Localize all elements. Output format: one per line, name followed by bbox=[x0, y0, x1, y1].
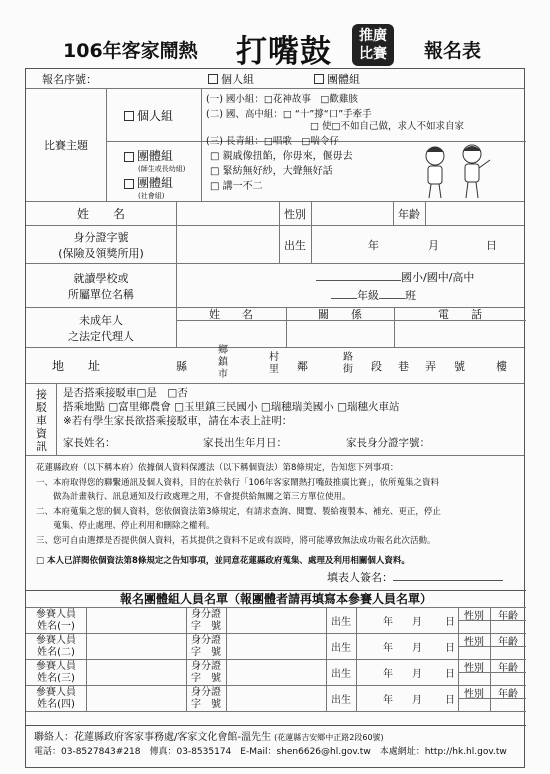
member-age-label: 年齡 bbox=[498, 689, 518, 700]
privacy-intro: 花蓮縣政府（以下稱本府）依據個人資料保護法（以下稱個資法）第8條規定，告知您下列事項： bbox=[36, 463, 399, 473]
parent-name: 家長姓名： bbox=[63, 437, 116, 449]
birth-year: 年 bbox=[368, 238, 379, 252]
member-birth-year: 年 bbox=[383, 617, 393, 628]
member-row bbox=[26, 608, 526, 634]
addr-town-1: 鄉 bbox=[218, 345, 228, 356]
member-id-label-line-1: 身分證 bbox=[191, 660, 221, 672]
parent-id: 家長身分證字號： bbox=[346, 437, 430, 449]
footer bbox=[26, 725, 526, 759]
addr-town-2: 鎮 bbox=[218, 357, 228, 368]
member-birth-day: 日 bbox=[445, 669, 455, 680]
signature-label: 填表人簽名： bbox=[327, 571, 393, 584]
id-label bbox=[26, 226, 176, 263]
privacy-item-2a: 二、本府蒐集之您的個人資料，您依個資法第3條規定，有請求查詢、閱覽、製給複製本、補充、更正，停止 bbox=[36, 506, 441, 517]
member-label-line-1: 參賽人員 bbox=[36, 660, 76, 672]
member-id-label-line-2: 字 號 bbox=[191, 698, 221, 710]
age-label: 年齡 bbox=[398, 207, 420, 221]
member-id-label-line-2: 字 號 bbox=[191, 620, 221, 632]
guardian-row bbox=[26, 308, 524, 348]
personal-theme-label: 個人組 bbox=[137, 109, 174, 123]
guardian-label-1: 未成年人 bbox=[79, 313, 123, 327]
member-birth-day: 日 bbox=[445, 695, 455, 706]
member-birth-year: 年 bbox=[383, 669, 393, 680]
school-level bbox=[316, 269, 474, 285]
shuttle-info bbox=[63, 386, 523, 428]
id-row bbox=[26, 226, 524, 264]
group-topic-3: □ 講一不二 bbox=[210, 181, 263, 192]
member-id-label bbox=[186, 634, 226, 659]
shuttle-label: 接駁車資訊 bbox=[36, 388, 47, 453]
main-title: 打嘴鼓 bbox=[236, 34, 332, 70]
shuttle-stops: 搭乘地點 □富里鄉農會 □玉里鎮三民國小 □瑞穗瑞美國小 □瑞穗火車站 bbox=[63, 401, 400, 413]
member-label-line-2: 姓名(二) bbox=[37, 646, 75, 658]
member-gender-label: 性別 bbox=[464, 663, 484, 674]
member-birth-month: 月 bbox=[412, 643, 422, 654]
name-label: 姓 名 bbox=[76, 207, 125, 221]
member-id-label-line-2: 字 號 bbox=[191, 672, 221, 684]
member-birth-month: 月 bbox=[412, 695, 422, 706]
topic-highschool: (二) 國、高中組：□ “十”撐“口”手牽手 bbox=[206, 109, 372, 120]
addr-alley: 弄 bbox=[425, 359, 436, 373]
grade-text: 年級 bbox=[357, 289, 379, 302]
addr-village-1: 村 bbox=[269, 352, 279, 363]
parent-birth: 家長出生年月日： bbox=[203, 437, 287, 449]
member-birth-year: 年 bbox=[383, 643, 393, 654]
topic-elementary: (一) 國小組：□花神故事 □歡雞胲 bbox=[206, 94, 358, 105]
personal-option[interactable] bbox=[208, 69, 308, 88]
member-id-label bbox=[186, 608, 226, 633]
theme-label: 比賽主題 bbox=[44, 139, 88, 152]
group-table-title: 報名團體組人員名單（報團體者請再填寫本參賽人員名單） bbox=[26, 591, 526, 608]
personal-theme-checkbox[interactable] bbox=[124, 111, 134, 121]
member-id-label-line-1: 身分證 bbox=[191, 634, 221, 646]
addr-floor: 樓 bbox=[496, 359, 507, 373]
topic-highschool-2: □ 使□不如自己做，求人不如求自家 bbox=[310, 121, 464, 132]
member-label-line-1: 參賽人員 bbox=[36, 634, 76, 646]
member-label bbox=[26, 608, 86, 633]
id-label-2: (保險及領獎所用) bbox=[58, 246, 144, 260]
member-label-line-1: 參賽人員 bbox=[36, 608, 76, 620]
form-title: 報名表 bbox=[424, 40, 482, 62]
addr-village-2: 里 bbox=[269, 364, 279, 375]
member-label bbox=[26, 660, 86, 685]
group-theme-2-checkbox[interactable] bbox=[124, 179, 134, 189]
addr-village bbox=[269, 352, 279, 376]
group-label: 團體組 bbox=[327, 72, 360, 86]
group-table bbox=[26, 590, 526, 712]
name-row bbox=[26, 202, 524, 226]
gender-label: 性別 bbox=[284, 207, 306, 221]
member-gender-label: 性別 bbox=[464, 689, 484, 700]
signup-row bbox=[26, 69, 524, 89]
guardian-label bbox=[26, 308, 176, 347]
addr-town bbox=[218, 345, 228, 381]
personal-topics bbox=[206, 92, 526, 149]
privacy-item-1a: 一、本府取得您的聯繫通訊及個人資料，目的在於執行「106年客家鬧熱打嘴鼓推廣比賽」，依所蒐集之資料 bbox=[36, 477, 439, 488]
guardian-phone-header: 電 話 bbox=[438, 308, 482, 321]
member-label-line-1: 參賽人員 bbox=[36, 686, 76, 698]
member-id-label-line-2: 字 號 bbox=[191, 646, 221, 658]
contact-phone: 電話：03-8527843#218 傳真：03-8535174 E-Mail：shen6626@hl.gov.tw 本處網址：http://hk.hl.gov.tw bbox=[34, 747, 507, 757]
member-birth-label: 出生 bbox=[331, 669, 351, 680]
personal-theme[interactable] bbox=[124, 89, 204, 142]
form-frame bbox=[25, 68, 525, 768]
birth-month: 月 bbox=[428, 238, 439, 252]
badge-bottom: 比賽 bbox=[359, 46, 387, 62]
addr-road bbox=[343, 352, 353, 376]
school-label bbox=[26, 264, 176, 307]
privacy-item-1b: 做為計畫執行、訊息通知及行政處理之用，不會提供給無關之第三方單位使用。 bbox=[53, 492, 351, 502]
member-gender-label: 性別 bbox=[464, 611, 484, 622]
member-id-label-line-1: 身分證 bbox=[191, 608, 221, 620]
birth-label: 出生 bbox=[284, 238, 306, 252]
addr-road-1: 路 bbox=[343, 352, 353, 363]
group-topic-1: □ 親戚像扭餡，你毋來，偃毋去 bbox=[210, 151, 353, 162]
badge-top: 推廣 bbox=[359, 28, 387, 44]
member-birth-label: 出生 bbox=[331, 617, 351, 628]
addr-section: 段 bbox=[371, 359, 382, 373]
group-topics bbox=[210, 149, 430, 194]
member-rows bbox=[26, 608, 526, 712]
contact-address: (花蓮縣吉安鄉中正路2段60號) bbox=[274, 733, 384, 742]
class-text: 班 bbox=[405, 289, 416, 302]
member-birth-day: 日 bbox=[445, 643, 455, 654]
member-label-line-2: 姓名(三) bbox=[37, 672, 75, 684]
guardian-name-header: 姓 名 bbox=[209, 308, 253, 321]
privacy-consent[interactable]: □ 本人已詳閱依個資法第8條規定之告知事項，並同意花蓮縣政府蒐集、處理及利用相關個人資料。 bbox=[36, 556, 410, 566]
member-age-label: 年齡 bbox=[498, 611, 518, 622]
addr-neighbor: 鄰 bbox=[297, 359, 308, 373]
privacy-item-2b: 蒐集、停止處理、停止利用和刪除之權利。 bbox=[53, 521, 215, 531]
member-id-label-line-1: 身分證 bbox=[191, 686, 221, 698]
personal-checkbox[interactable] bbox=[208, 74, 218, 84]
member-label-line-2: 姓名(四) bbox=[37, 698, 75, 710]
kids-illustration bbox=[410, 142, 500, 202]
member-id-label bbox=[186, 686, 226, 711]
group-option[interactable] bbox=[314, 69, 414, 88]
member-birth-label: 出生 bbox=[331, 643, 351, 654]
privacy-notice bbox=[36, 461, 520, 569]
id-label-1: 身分證字號 bbox=[73, 230, 129, 244]
birth-day: 日 bbox=[486, 238, 497, 252]
school-label-2: 所屬單位名稱 bbox=[68, 287, 134, 301]
guardian-label-2: 之法定代理人 bbox=[68, 329, 134, 343]
member-row bbox=[26, 686, 526, 712]
shuttle-row bbox=[26, 384, 524, 456]
member-label bbox=[26, 686, 86, 711]
member-birth-month: 月 bbox=[412, 617, 422, 628]
addr-road-2: 街 bbox=[343, 364, 353, 375]
grade-class bbox=[331, 287, 416, 303]
member-birth-day: 日 bbox=[445, 617, 455, 628]
group-theme-1[interactable] bbox=[124, 147, 201, 174]
group-theme-2[interactable] bbox=[124, 174, 201, 201]
member-id-label bbox=[186, 660, 226, 685]
school-label-1: 就讀學校或 bbox=[73, 271, 129, 285]
shuttle-note: ※若有學生家長欲搭乘接駁車，請在本表上註明： bbox=[63, 415, 293, 427]
group-topic-2: □ 緊紡無好紗，大聲無好話 bbox=[210, 166, 333, 177]
guardian-relation-header: 關 係 bbox=[318, 308, 362, 321]
addr-county: 縣 bbox=[176, 359, 187, 373]
contact-person: 聯絡人：花蓮縣政府客家事務處/客家文化會館-溫先生 bbox=[34, 732, 271, 743]
member-gender-label: 性別 bbox=[464, 637, 484, 648]
theme-row bbox=[26, 89, 524, 202]
member-birth-month: 月 bbox=[412, 669, 422, 680]
member-label bbox=[26, 634, 86, 659]
school-level-text: 國小/國中/高中 bbox=[401, 271, 475, 284]
addr-town-3: 市 bbox=[218, 369, 228, 380]
member-row bbox=[26, 660, 526, 686]
member-birth-label: 出生 bbox=[331, 695, 351, 706]
title-badge bbox=[352, 24, 394, 66]
address-row bbox=[26, 345, 524, 384]
group-theme-2-label: 團體組 bbox=[137, 176, 174, 190]
signature-field[interactable] bbox=[327, 569, 503, 585]
privacy-item-3: 三、您可自由選擇是否提供個人資料，若其提供之資料不足或有誤時，將可能導致無法成功報名此次活動。 bbox=[36, 535, 436, 546]
member-row bbox=[26, 634, 526, 660]
addr-lane: 巷 bbox=[398, 359, 409, 373]
group-checkbox[interactable] bbox=[314, 74, 324, 84]
year-title: 106年客家鬧熱 bbox=[63, 40, 198, 62]
group-theme-2-note: (社會組) bbox=[138, 192, 165, 200]
member-age-label: 年齡 bbox=[498, 663, 518, 674]
shuttle-question: 是否搭乘接駁車□是 □否 bbox=[63, 387, 188, 399]
member-label-line-2: 姓名(一) bbox=[37, 620, 75, 632]
group-theme-1-label: 團體組 bbox=[137, 149, 174, 163]
member-birth-year: 年 bbox=[383, 695, 393, 706]
school-row bbox=[26, 264, 524, 308]
signup-label: 報名序號： bbox=[42, 72, 97, 86]
personal-label: 個人組 bbox=[221, 72, 254, 86]
group-theme-1-note: (師生或長幼組) bbox=[138, 165, 186, 173]
address-label: 地 址 bbox=[51, 359, 100, 373]
member-age-label: 年齡 bbox=[498, 637, 518, 648]
addr-number: 號 bbox=[454, 359, 465, 373]
group-theme-1-checkbox[interactable] bbox=[124, 152, 134, 162]
topic-senior: (三) 長青組：□唱歌 □喘令仔 bbox=[206, 136, 339, 147]
